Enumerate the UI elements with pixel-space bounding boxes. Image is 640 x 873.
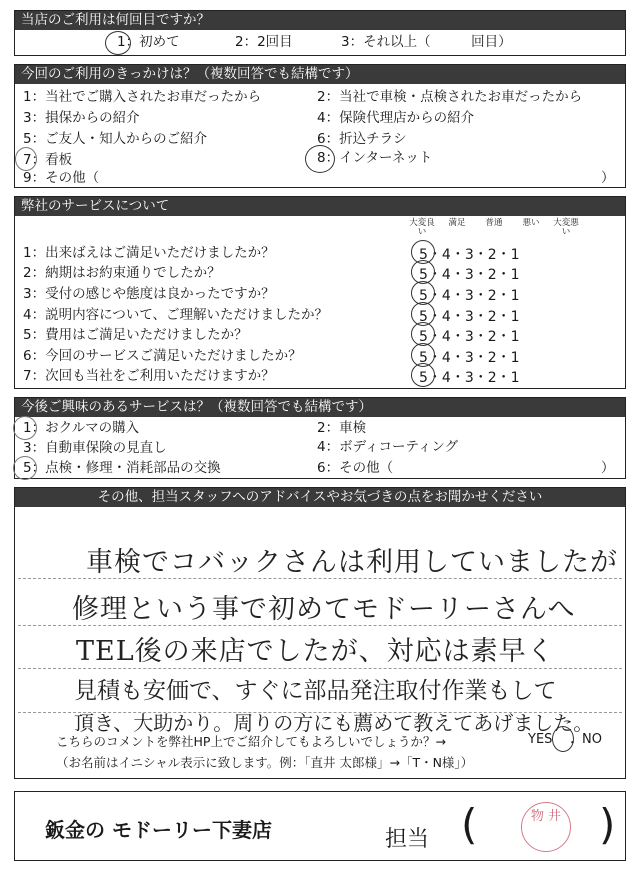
interest-five-partial-mark bbox=[13, 456, 37, 480]
publish-yes-circle-mark bbox=[552, 726, 574, 752]
publish-separator: ・ bbox=[566, 736, 580, 751]
visit-count-section bbox=[14, 10, 626, 56]
service-rating-7[interactable]: 5・4・3・2・1 bbox=[419, 370, 520, 386]
staff-open-paren: ( bbox=[461, 800, 478, 849]
reason-option-2[interactable]: 2：当社で車検・点検されたお車だったから bbox=[317, 89, 583, 105]
service-rating-header: 弊社のサービスについて bbox=[15, 197, 625, 216]
interest-option-1[interactable]: 1：おクルマの購入 bbox=[23, 420, 140, 436]
interest-section bbox=[14, 397, 626, 479]
reason-header: 今回のご利用のきっかけは？（複数回答でも結構です） bbox=[15, 65, 625, 84]
interest-option-4[interactable]: 4：ボディコーティング bbox=[317, 439, 459, 455]
name-display-note: （お名前はイニシャル表示に致します。例：「直井 太郎様」→「T・N様」） bbox=[56, 755, 474, 770]
reason-internet-circle-mark bbox=[305, 145, 335, 173]
answer-circle-mark-7 bbox=[411, 363, 435, 387]
comments-header: その他、担当スタッフへのアドバイスやお気づきの点をお聞かせください bbox=[15, 488, 625, 507]
service-question-4: 4：説明内容について、ご理解いただけましたか？ bbox=[23, 307, 329, 323]
scale-label-good: 満足 bbox=[448, 218, 466, 228]
scale-label-normal: 普通 bbox=[485, 218, 503, 228]
shop-footer bbox=[14, 791, 626, 861]
visit-option-more[interactable]: 3：それ以上（ 回目） bbox=[341, 34, 512, 50]
reason-other-close: ） bbox=[601, 170, 615, 186]
service-question-6: 6：今回のサービスご満足いただけましたか？ bbox=[23, 348, 302, 364]
interest-option-3[interactable]: 3：自動車保険の見直し bbox=[23, 440, 167, 456]
service-question-5: 5：費用はご満足いただけましたか？ bbox=[23, 327, 248, 343]
service-question-7: 7：次回も当社をご利用いただけますか？ bbox=[23, 368, 275, 384]
staff-stamp-icon: 物 井 bbox=[521, 802, 571, 852]
service-question-2: 2：納期はお約束通りでしたか？ bbox=[23, 265, 221, 281]
handwritten-comment-line-5: 頂き、大助かり。周りの方にも薦めて教えてあげました。 bbox=[74, 711, 594, 735]
interest-other-close: ） bbox=[601, 460, 615, 476]
interest-one-partial-mark bbox=[13, 416, 37, 440]
publish-no-option[interactable]: NO bbox=[582, 732, 602, 747]
publish-yes-option[interactable]: YES bbox=[528, 732, 553, 747]
scale-label-very-good: 大変良い bbox=[409, 218, 435, 237]
reason-option-1[interactable]: 1：当社でご購入されたお車だったから bbox=[23, 89, 262, 105]
handwritten-comment-line-4: 見積も安価で、すぐに部品発注取付作業もして bbox=[74, 678, 557, 704]
interest-option-5[interactable]: 5：点検・修理・消耗部品の交換 bbox=[23, 460, 221, 476]
interest-option-6[interactable]: 6：その他（ bbox=[317, 460, 394, 476]
service-rating-2[interactable]: 5・4・3・2・1 bbox=[419, 267, 520, 283]
scale-label-very-bad: 大変悪い bbox=[553, 218, 579, 237]
reason-option-6[interactable]: 6：折込チラシ bbox=[317, 131, 407, 147]
visit-option-first[interactable]: 1：初めて bbox=[117, 34, 180, 50]
service-rating-3[interactable]: 5・4・3・2・1 bbox=[419, 288, 520, 304]
interest-option-2[interactable]: 2：車検 bbox=[317, 420, 367, 436]
interest-header: 今後ご興味のあるサービスは？（複数回答でも結構です） bbox=[15, 398, 625, 417]
service-rating-5[interactable]: 5・4・3・2・1 bbox=[419, 329, 520, 345]
reason-option-9[interactable]: 9：その他（ bbox=[23, 170, 100, 186]
shop-name: 鈑金の モドーリー下妻店 bbox=[45, 818, 272, 842]
handwritten-comment-line-1: 車検でコバックさんは利用していましたが bbox=[86, 547, 618, 578]
reason-seven-partial-mark bbox=[15, 147, 37, 171]
service-rating-section bbox=[14, 196, 626, 389]
publish-question: こちらのコメントを弊社HP上でご紹介してもよろしいでしょうか？→ bbox=[56, 734, 446, 749]
staff-close-paren: ) bbox=[599, 800, 616, 849]
service-question-3: 3：受付の感じや態度は良かったですか？ bbox=[23, 286, 275, 302]
reason-option-5[interactable]: 5：ご友人・知人からのご紹介 bbox=[23, 131, 208, 147]
visit-option-second[interactable]: 2：2回目 bbox=[235, 34, 293, 50]
service-rating-6[interactable]: 5・4・3・2・1 bbox=[419, 350, 520, 366]
reason-option-3[interactable]: 3：損保からの紹介 bbox=[23, 110, 140, 126]
service-rating-1[interactable]: 5・4・3・2・1 bbox=[419, 247, 520, 263]
reason-option-7[interactable]: 7：看板 bbox=[23, 152, 73, 168]
comment-rule-line bbox=[18, 668, 622, 669]
staff-label: 担当 bbox=[385, 827, 430, 852]
reason-option-4[interactable]: 4：保険代理店からの紹介 bbox=[317, 110, 475, 126]
reason-section bbox=[14, 64, 626, 188]
visit-count-header: 当店のご利用は何回目ですか？ bbox=[15, 11, 625, 30]
service-rating-4[interactable]: 5・4・3・2・1 bbox=[419, 309, 520, 325]
handwritten-comment-line-3: TEL後の来店でしたが、対応は素早く bbox=[76, 636, 555, 667]
handwritten-comment-line-2: 修理という事で初めてモドーリーさんへ bbox=[72, 594, 576, 625]
scale-label-bad: 悪い bbox=[522, 218, 540, 228]
service-question-1: 1：出来ばえはご満足いただけましたか？ bbox=[23, 245, 275, 261]
visit-first-circle-mark bbox=[105, 31, 131, 55]
reason-option-8[interactable]: 8：インターネット bbox=[317, 150, 433, 166]
